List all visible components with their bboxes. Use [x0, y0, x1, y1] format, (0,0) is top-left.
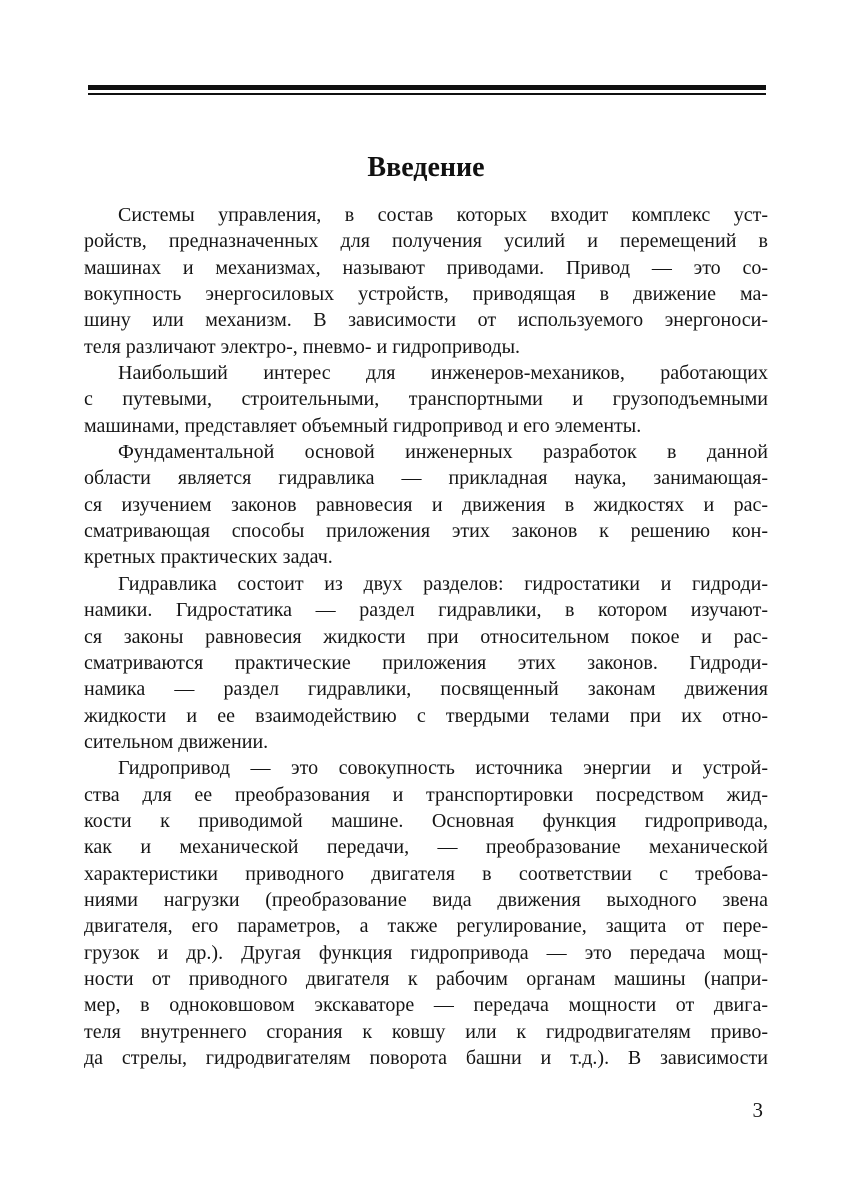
- text-line: ства для ее преобразования и транспортировки посредством жид-: [84, 783, 768, 806]
- header-rule-thin: [88, 93, 766, 95]
- text-line: шину или механизм. В зависимости от используемого энергоноси-: [84, 309, 768, 332]
- text-line: области является гидравлика — прикладная наука, занимающая-: [84, 467, 768, 490]
- text-line: жидкости и ее взаимодействию с твердыми телами при их отно-: [84, 704, 768, 727]
- page-number: 3: [752, 1098, 763, 1122]
- text-line: характеристики приводного двигателя в соответствии с требова-: [84, 862, 768, 885]
- text-line: теля внутреннего сгорания к ковшу или к гидродвигателям приво-: [84, 1020, 768, 1043]
- text-line: ниями нагрузки (преобразование вида движения выходного звена: [84, 888, 768, 911]
- text-line: Наибольший интерес для инженеров-механиков, работающих: [118, 362, 768, 385]
- text-line: грузок и др.). Другая функция гидропривода — это передача мощ-: [84, 941, 768, 964]
- text-line: намика — раздел гидравлики, посвященный законам движения: [84, 678, 768, 701]
- text-line: кретных практических задач.: [84, 546, 333, 569]
- text-line: Гидравлика состоит из двух разделов: гидростатики и гидроди-: [118, 572, 768, 595]
- text-line: кости к приводимой машине. Основная функция гидропривода,: [84, 809, 768, 832]
- text-line: машинами, представляет объемный гидропривод и его элементы.: [84, 414, 642, 437]
- text-line: Фундаментальной основой инженерных разработок в данной: [118, 441, 768, 464]
- paragraph: [84, 360, 768, 439]
- body-text: [84, 202, 768, 1071]
- paragraph: [84, 571, 768, 755]
- text-line: ся законы равновесия жидкости при относительном покое и рас-: [84, 625, 768, 648]
- text-line: вокупность энергосиловых устройств, приводящая в движение ма-: [84, 283, 768, 306]
- text-line: ности от приводного двигателя к рабочим органам машины (напри-: [84, 967, 768, 990]
- text-line: сматривающая способы приложения этих законов к решению кон-: [84, 520, 768, 543]
- text-line: Системы управления, в состав которых входит комплекс уст-: [118, 204, 768, 226]
- header-rule-thick: [88, 85, 766, 90]
- text-line: как и механической передачи, — преобразование механической: [84, 836, 768, 859]
- text-line: сматриваются практические приложения этих законов. Гидроди-: [84, 651, 768, 674]
- text-line: Гидропривод — это совокупность источника энергии и устрой-: [118, 757, 768, 780]
- paragraph: [84, 202, 768, 360]
- text-line: намики. Гидростатика — раздел гидравлики, в котором изучают-: [84, 599, 768, 622]
- text-line: машинах и механизмах, называют приводами. Привод — это со-: [84, 256, 768, 279]
- text-line: мер, в одноковшовом экскаваторе — передача мощности от двига-: [84, 994, 768, 1017]
- text-line: двигателя, его параметров, а также регулирование, защита от пере-: [84, 915, 768, 938]
- chapter-title: Введение: [367, 152, 485, 183]
- text-line: ройств, предназначенных для получения усилий и перемещений в: [84, 230, 768, 253]
- text-line: с путевыми, строительными, транспортными и грузоподъемными: [84, 388, 768, 411]
- text-line: сительном движении.: [84, 730, 269, 753]
- text-line: да стрелы, гидродвигателям поворота башни и т.д.). В зависимости: [84, 1047, 768, 1069]
- text-line: ся изучением законов равновесия и движения в жидкостях и рас-: [84, 493, 768, 516]
- paragraph: [84, 439, 768, 571]
- paragraph: [84, 755, 768, 1071]
- text-line: теля различают электро-, пневмо- и гидроприводы.: [84, 335, 521, 358]
